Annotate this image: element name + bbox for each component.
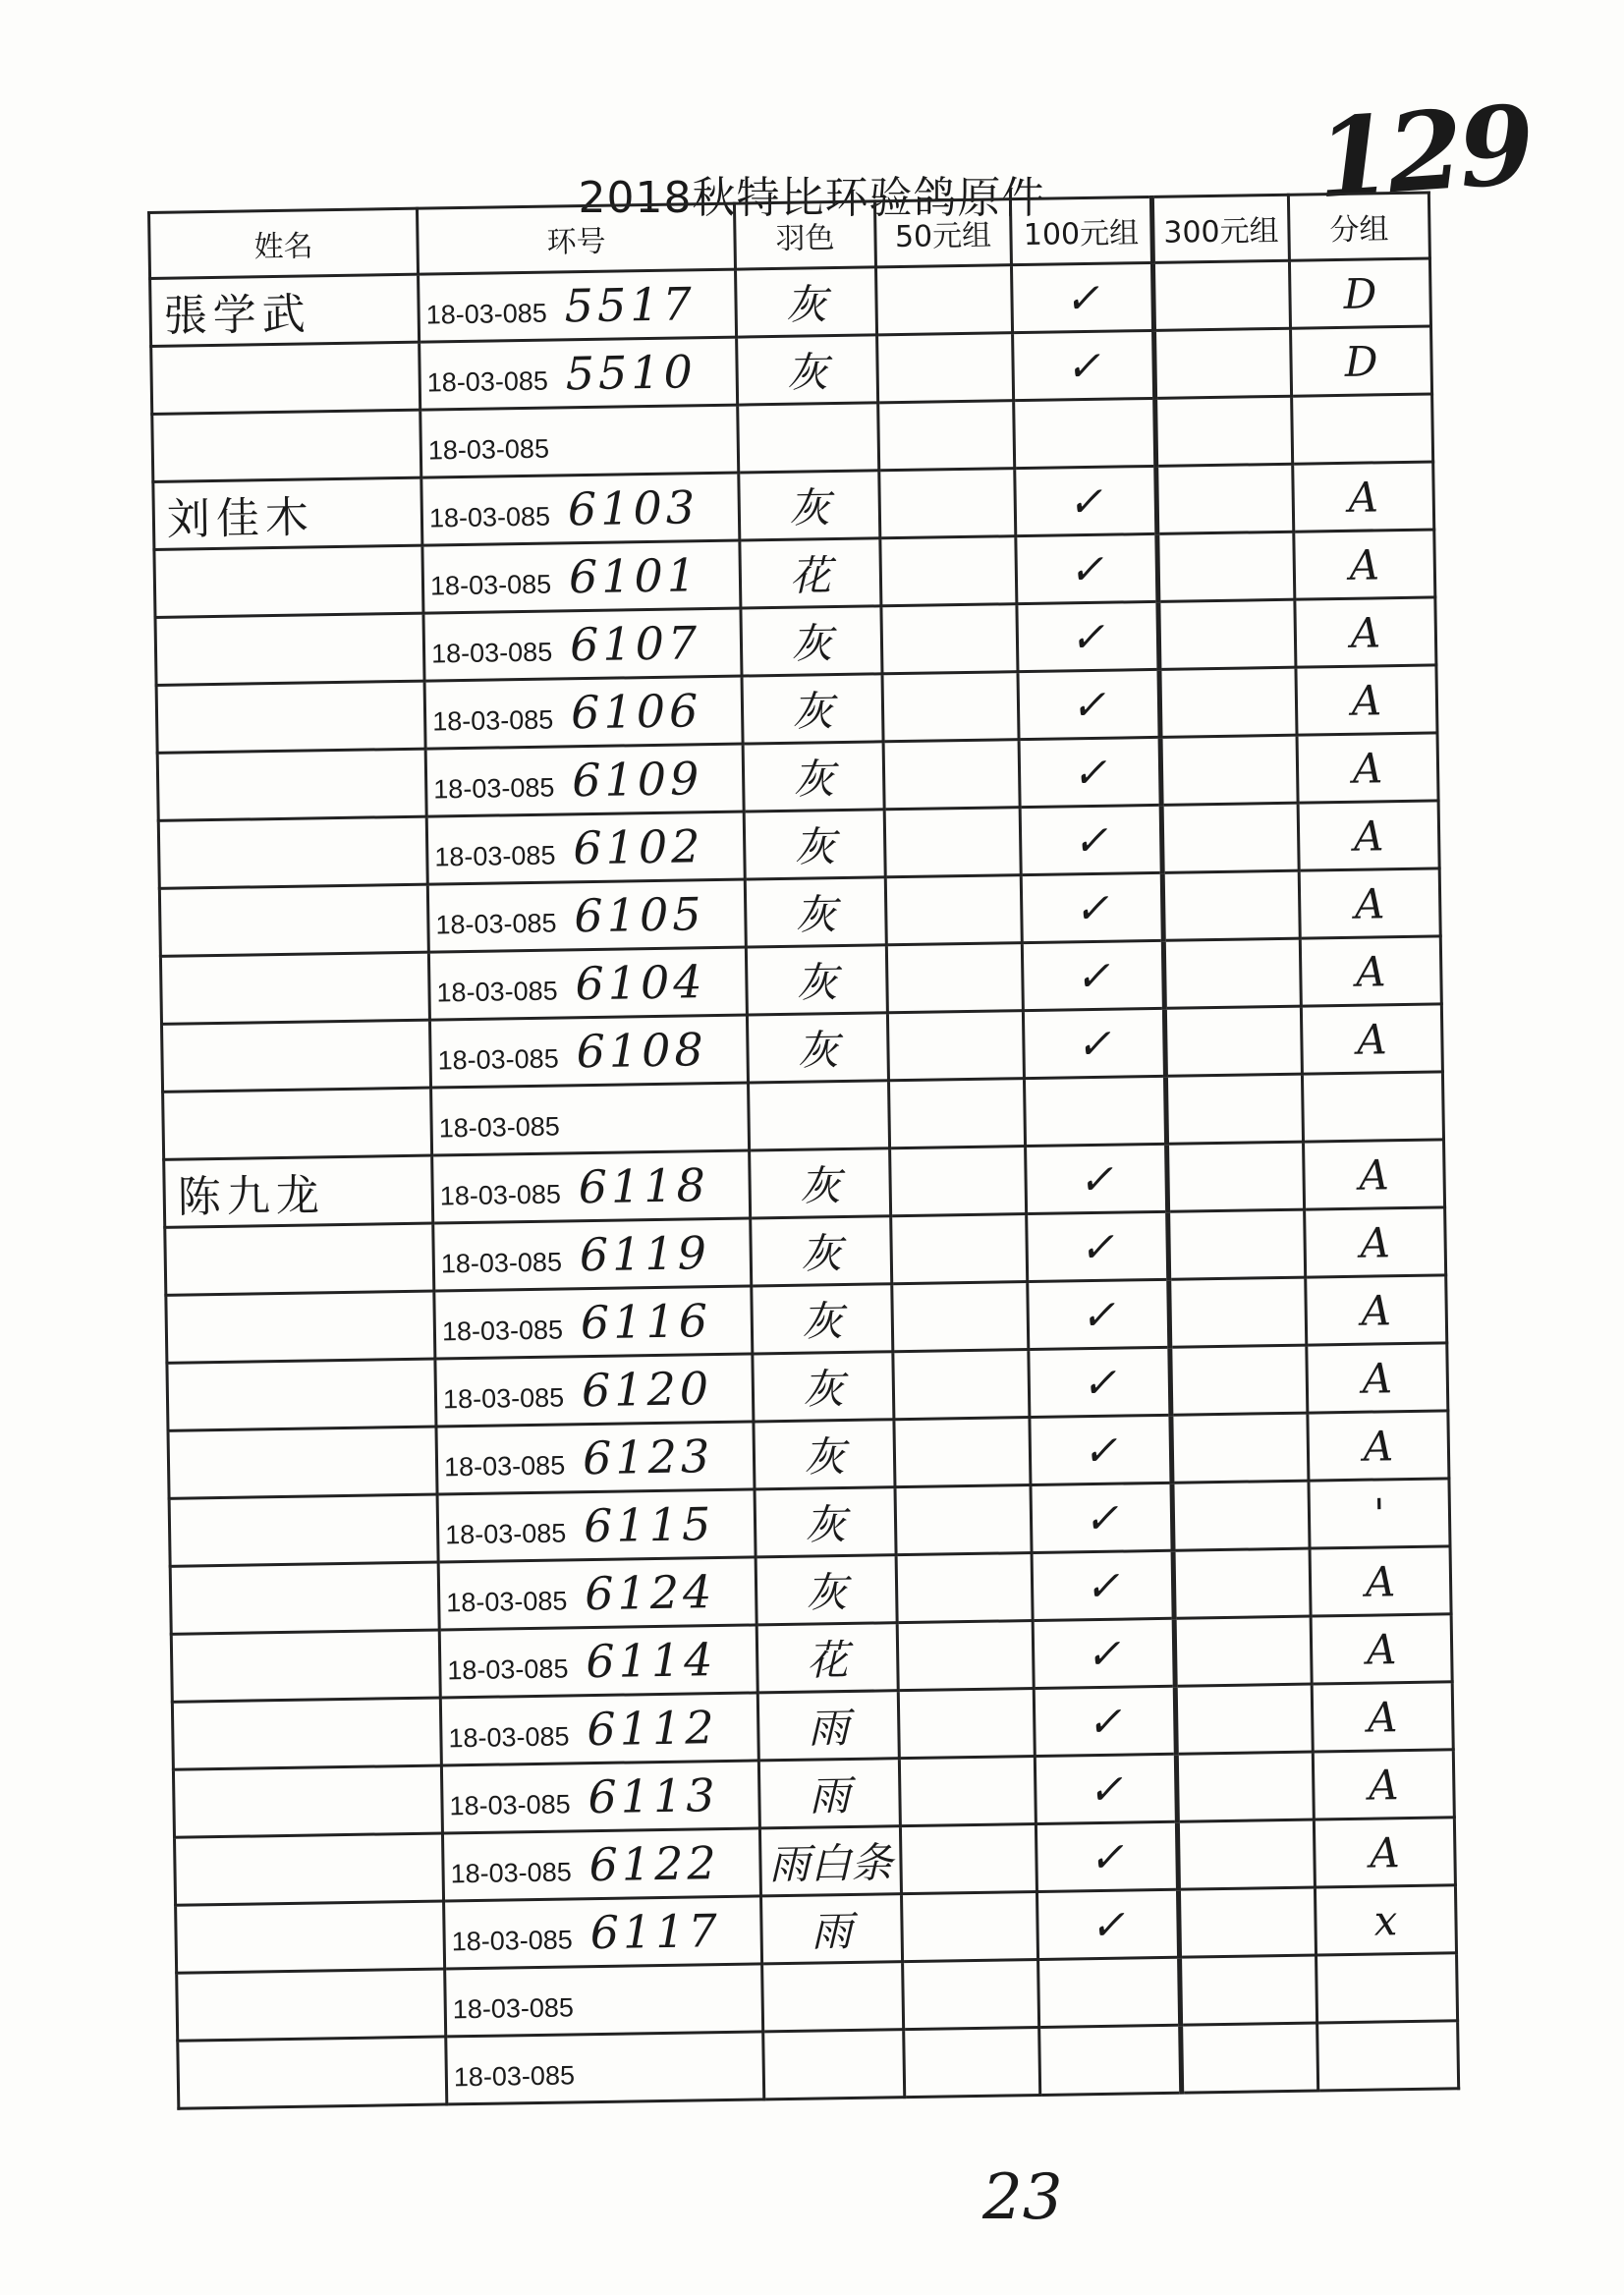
ring-prefix: 18-03-085 <box>435 908 557 940</box>
ring-cell <box>438 1557 756 1630</box>
group-300-mark <box>1174 1616 1312 1686</box>
ring-number: 6102 <box>572 819 704 875</box>
ring-prefix: 18-03-085 <box>441 1315 564 1347</box>
feather-color: 灰 <box>755 1487 896 1557</box>
owner-name <box>152 410 421 481</box>
feather-color: 灰 <box>741 606 882 676</box>
group-100-mark: ✓ <box>1011 262 1153 332</box>
ring-number: 6113 <box>588 1768 720 1824</box>
feather-color: 灰 <box>736 267 877 337</box>
group-100-mark: ✓ <box>1016 533 1158 603</box>
ring-number: 6122 <box>588 1836 721 1892</box>
group-100-mark: ✓ <box>1029 1347 1171 1417</box>
feather-color: 灰 <box>745 877 886 947</box>
group-300-mark <box>1171 1413 1309 1483</box>
division-mark: A <box>1306 1275 1447 1345</box>
feather-color: 灰 <box>754 1420 895 1489</box>
group-300-mark <box>1177 1819 1315 1889</box>
group-100-mark: ✓ <box>1036 1821 1178 1891</box>
owner-name: 陈九龙 <box>164 1155 433 1227</box>
feather-color: 灰 <box>746 945 887 1015</box>
group-100-mark: ✓ <box>1027 1211 1169 1281</box>
ring-number: 6124 <box>584 1565 716 1621</box>
owner-name <box>171 1630 440 1702</box>
group-50-mark <box>904 2027 1040 2097</box>
group-300-mark <box>1181 2023 1318 2093</box>
group-100-mark: ✓ <box>1033 1618 1175 1688</box>
header-group-50: 50元组 <box>874 199 1011 267</box>
ring-number: 6104 <box>575 955 706 1011</box>
group-300-mark <box>1157 532 1295 601</box>
owner-name <box>163 1088 432 1159</box>
ring-prefix: 18-03-085 <box>428 501 551 533</box>
owner-name <box>157 749 426 820</box>
division-mark: A <box>1312 1682 1453 1752</box>
feather-color: 灰 <box>751 1216 892 1286</box>
group-50-mark <box>899 1757 1036 1826</box>
owner-name <box>158 816 427 888</box>
ring-prefix: 18-03-085 <box>443 1450 566 1483</box>
ring-number: 5517 <box>564 277 697 333</box>
division-mark: D <box>1291 326 1432 396</box>
division-mark <box>1292 394 1433 464</box>
feather-color <box>749 1081 890 1150</box>
ring-cell <box>424 676 743 749</box>
pigeon-ring-table <box>147 192 1444 2110</box>
group-300-mark <box>1165 1074 1303 1144</box>
ring-number <box>591 2042 592 2095</box>
group-300-mark <box>1169 1277 1307 1347</box>
owner-name <box>159 884 428 956</box>
division-mark: A <box>1295 597 1436 667</box>
division-mark <box>1317 2021 1459 2091</box>
group-100-mark <box>1038 1957 1181 2027</box>
group-100-mark: ✓ <box>1036 1889 1179 1959</box>
ring-cell <box>432 1150 751 1223</box>
division-mark: A <box>1308 1411 1449 1481</box>
group-300-mark <box>1154 328 1292 398</box>
owner-name <box>167 1359 436 1430</box>
ring-prefix: 18-03-085 <box>431 704 554 737</box>
ring-cell <box>419 269 737 342</box>
owner-name <box>160 952 429 1024</box>
division-mark: A <box>1299 868 1440 938</box>
group-100-mark: ✓ <box>1030 1415 1172 1484</box>
owner-name <box>170 1562 439 1634</box>
group-50-mark <box>901 1891 1037 1961</box>
feather-color: 灰 <box>744 810 885 879</box>
ring-prefix: 18-03-085 <box>425 298 548 330</box>
ring-prefix: 18-03-085 <box>429 569 552 601</box>
ring-prefix: 18-03-085 <box>427 433 550 466</box>
group-50-mark <box>898 1689 1035 1759</box>
feather-color: 灰 <box>753 1352 894 1422</box>
owner-name <box>161 1020 430 1092</box>
ring-number <box>590 1974 591 2027</box>
division-mark: A <box>1313 1750 1454 1819</box>
ring-prefix: 18-03-085 <box>434 840 556 872</box>
group-100-mark <box>1039 2025 1182 2095</box>
ring-cell <box>442 1828 760 1901</box>
group-50-mark <box>875 265 1012 335</box>
group-50-mark <box>882 672 1019 742</box>
ring-prefix: 18-03-085 <box>449 1789 571 1821</box>
group-300-mark <box>1162 870 1300 940</box>
ring-number: 6103 <box>567 480 700 536</box>
group-50-mark <box>883 740 1020 810</box>
group-50-mark <box>897 1621 1034 1691</box>
owner-name <box>177 1969 446 2041</box>
feather-color: 雨 <box>757 1691 899 1761</box>
ring-cell <box>441 1761 759 1833</box>
group-100-mark: ✓ <box>1031 1483 1173 1552</box>
group-50-mark <box>878 401 1015 471</box>
page-number: 129 <box>1313 81 1536 223</box>
division-mark: A <box>1294 530 1435 599</box>
ring-cell <box>434 1286 753 1359</box>
group-100-mark: ✓ <box>1035 1754 1177 1823</box>
owner-name <box>151 342 420 414</box>
owner-name <box>169 1494 438 1566</box>
ring-cell <box>420 405 739 477</box>
division-mark: A <box>1305 1207 1446 1277</box>
ring-cell <box>446 2032 764 2104</box>
group-300-mark <box>1160 735 1298 805</box>
group-100-mark: ✓ <box>1013 330 1155 400</box>
group-300-mark <box>1152 260 1290 330</box>
ring-number: 6112 <box>587 1701 718 1757</box>
ring-number: 6118 <box>578 1158 710 1214</box>
group-100-mark: ✓ <box>1032 1550 1174 1620</box>
group-300-mark <box>1172 1481 1310 1550</box>
group-300-mark <box>1167 1142 1305 1211</box>
feather-color: 雨白条 <box>759 1826 901 1896</box>
group-300-mark <box>1173 1548 1311 1618</box>
group-100-mark: ✓ <box>1020 805 1162 874</box>
ring-number: 6123 <box>582 1429 714 1485</box>
owner-name <box>173 1765 442 1837</box>
ring-number: 6105 <box>574 887 705 943</box>
ring-cell <box>439 1625 757 1698</box>
owner-name: 張学武 <box>150 274 420 346</box>
header-ring: 环号 <box>417 203 735 274</box>
group-50-mark <box>884 808 1021 877</box>
ring-number: 6101 <box>568 548 700 604</box>
division-mark: A <box>1298 801 1439 870</box>
group-50-mark <box>885 875 1022 945</box>
ring-prefix: 18-03-085 <box>439 1179 562 1211</box>
group-50-mark <box>893 1350 1030 1420</box>
header-name: 姓名 <box>149 208 419 278</box>
group-50-mark <box>892 1282 1029 1352</box>
group-300-mark <box>1163 938 1301 1008</box>
ring-cell <box>425 744 744 816</box>
ring-number: 6117 <box>589 1904 722 1960</box>
group-300-mark <box>1175 1684 1313 1754</box>
division-mark: A <box>1297 733 1438 803</box>
owner-name <box>168 1427 437 1498</box>
ring-number: 6116 <box>580 1294 712 1350</box>
header-group-100: 100元组 <box>1010 196 1152 264</box>
ring-prefix: 18-03-085 <box>436 976 558 1008</box>
group-100-mark: ✓ <box>1018 669 1160 739</box>
feather-color: 灰 <box>742 674 883 744</box>
ring-number: 6106 <box>570 684 702 740</box>
group-300-mark <box>1168 1209 1306 1279</box>
group-50-mark <box>903 1959 1039 2029</box>
feather-color: 花 <box>756 1623 898 1693</box>
owner-name <box>154 545 423 617</box>
group-300-mark <box>1176 1752 1314 1821</box>
ring-number: 6108 <box>576 1023 708 1079</box>
group-100-mark: ✓ <box>1019 737 1161 807</box>
ring-cell <box>429 1015 748 1088</box>
owner-name <box>178 2037 447 2108</box>
division-mark: x <box>1315 1885 1456 1955</box>
owner-name <box>165 1223 434 1295</box>
division-mark: A <box>1311 1614 1452 1684</box>
group-50-mark <box>891 1214 1028 1284</box>
ring-prefix: 18-03-085 <box>426 365 549 398</box>
ring-cell <box>435 1354 754 1427</box>
group-300-mark <box>1170 1345 1308 1415</box>
owner-name <box>166 1291 435 1363</box>
ring-cell <box>426 812 745 884</box>
ring-cell <box>445 1964 763 2037</box>
ring-prefix: 18-03-085 <box>448 1721 570 1754</box>
ring-number: 5510 <box>565 345 698 401</box>
ring-cell <box>437 1489 756 1562</box>
group-50-mark <box>879 469 1016 538</box>
division-mark: A <box>1293 462 1434 532</box>
ring-cell <box>428 947 747 1020</box>
group-100-mark <box>1024 1076 1166 1146</box>
division-mark <box>1316 1953 1458 2023</box>
group-50-mark <box>888 1079 1025 1148</box>
group-300-mark <box>1161 803 1299 872</box>
feather-color <box>738 403 879 473</box>
feather-color: 雨 <box>758 1759 900 1828</box>
feather-color: 灰 <box>737 335 878 405</box>
owner-name <box>176 1901 445 1973</box>
ring-prefix: 18-03-085 <box>442 1382 565 1415</box>
group-100-mark: ✓ <box>1021 872 1163 942</box>
feather-color: 灰 <box>756 1555 897 1625</box>
feather-color <box>762 1962 904 2032</box>
group-100-mark: ✓ <box>1026 1144 1168 1213</box>
ring-prefix: 18-03-085 <box>438 1111 561 1144</box>
ring-cell <box>436 1422 755 1494</box>
group-50-mark <box>895 1485 1032 1555</box>
ring-cell <box>422 540 741 613</box>
feather-color: 灰 <box>747 1013 888 1083</box>
ring-prefix: 18-03-085 <box>452 1992 575 2025</box>
ring-prefix: 18-03-085 <box>447 1653 569 1686</box>
ring-prefix: 18-03-085 <box>437 1043 559 1076</box>
group-100-mark: ✓ <box>1028 1279 1170 1349</box>
feather-color: 灰 <box>743 742 884 812</box>
group-300-mark <box>1156 464 1294 533</box>
feather-color: 雨 <box>761 1894 903 1964</box>
ring-cell <box>421 473 740 545</box>
ring-cell <box>427 879 746 952</box>
feather-color: 花 <box>740 538 881 608</box>
ring-number <box>577 1092 578 1146</box>
ring-number: 6114 <box>585 1633 717 1689</box>
ring-number: 6120 <box>581 1362 713 1418</box>
group-50-mark <box>894 1418 1031 1487</box>
ring-prefix: 18-03-085 <box>446 1586 568 1618</box>
ring-number: 6119 <box>579 1226 711 1282</box>
page-title: 2018秋特比环验鸽原件 <box>578 173 1046 223</box>
group-300-mark <box>1158 599 1296 669</box>
owner-name <box>172 1698 441 1769</box>
division-mark: A <box>1300 936 1441 1006</box>
owner-name <box>156 681 425 753</box>
division-mark: A <box>1310 1546 1451 1616</box>
division-mark: A <box>1304 1140 1445 1209</box>
header-color: 羽色 <box>734 201 875 269</box>
owner-name <box>155 613 424 685</box>
group-50-mark <box>886 943 1023 1013</box>
ring-prefix: 18-03-085 <box>453 2060 576 2093</box>
feather-color: 灰 <box>739 471 880 540</box>
group-300-mark <box>1164 1006 1302 1076</box>
ring-cell <box>420 337 738 410</box>
group-50-mark <box>890 1147 1027 1216</box>
group-50-mark <box>881 604 1018 674</box>
ring-prefix: 18-03-085 <box>451 1925 574 1957</box>
division-mark: ' <box>1309 1479 1450 1548</box>
division-mark: A <box>1314 1818 1455 1887</box>
ring-cell <box>433 1218 752 1291</box>
group-100-mark: ✓ <box>1015 466 1157 535</box>
group-50-mark <box>880 536 1017 606</box>
ring-prefix: 18-03-085 <box>440 1247 563 1279</box>
ring-cell <box>423 608 742 681</box>
group-100-mark <box>1014 398 1156 468</box>
group-50-mark <box>900 1823 1036 1893</box>
ring-prefix: 18-03-085 <box>444 1518 567 1550</box>
group-300-mark <box>1159 667 1297 737</box>
header-division: 分组 <box>1288 193 1429 260</box>
feather-color <box>763 2030 905 2099</box>
group-50-mark <box>896 1553 1033 1623</box>
group-100-mark: ✓ <box>1017 601 1159 671</box>
ring-number <box>566 415 567 468</box>
feather-color: 灰 <box>750 1148 891 1218</box>
owner-name <box>175 1833 444 1905</box>
header-group-300: 300元组 <box>1151 195 1289 262</box>
owner-name: 刘佳木 <box>153 477 422 549</box>
division-mark: A <box>1307 1343 1448 1413</box>
ring-number: 6115 <box>583 1497 715 1553</box>
feather-color: 灰 <box>752 1284 893 1354</box>
group-100-mark: ✓ <box>1023 1008 1165 1078</box>
group-300-mark <box>1178 1887 1316 1957</box>
footer-handwritten-mark: 23 <box>982 2161 1063 2234</box>
ring-prefix: 18-03-085 <box>450 1857 572 1889</box>
group-300-mark <box>1155 396 1293 466</box>
ring-number: 6109 <box>571 752 703 808</box>
division-mark: A <box>1296 665 1437 735</box>
ring-prefix: 18-03-085 <box>433 772 555 805</box>
ring-cell <box>431 1083 750 1155</box>
group-300-mark <box>1180 1955 1317 2025</box>
group-100-mark: ✓ <box>1022 940 1164 1010</box>
division-mark: D <box>1289 258 1430 328</box>
group-50-mark <box>877 333 1014 403</box>
ring-cell <box>444 1896 762 1969</box>
division-mark <box>1302 1072 1443 1142</box>
ring-prefix: 18-03-085 <box>430 637 553 669</box>
group-50-mark <box>887 1011 1024 1081</box>
ring-number: 6107 <box>569 616 701 672</box>
division-mark: A <box>1301 1004 1442 1074</box>
ring-cell <box>440 1693 758 1765</box>
group-100-mark: ✓ <box>1034 1686 1176 1756</box>
